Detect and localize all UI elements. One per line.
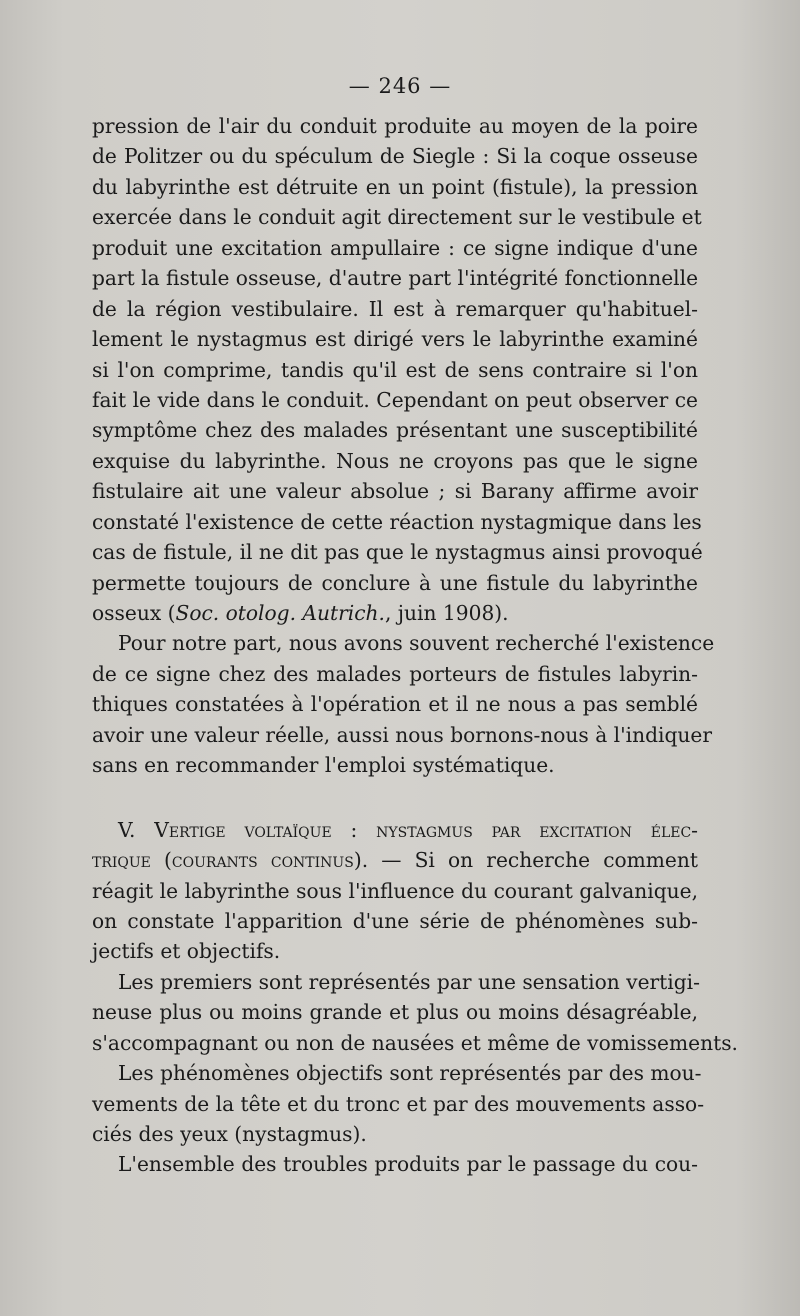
text-line: on constate l'apparition d'une série de phénomènes sub- (92, 908, 698, 933)
section-heading-rest: — Si on recherche comment (368, 848, 698, 873)
citation-prefix: osseux ( (92, 601, 176, 625)
text-line: de ce signe chez des malades porteurs de fistules labyrin- (92, 661, 698, 686)
text-line: lement le nystagmus est dirigé vers le labyrinthe examiné (92, 327, 698, 352)
text-line: du labyrinthe est détruite en un point (fistule), la pression (92, 174, 698, 199)
section-gap (92, 781, 698, 815)
text-line (92, 598, 698, 628)
citation-suffix: , juin 1908). (384, 601, 509, 625)
text-line: de Politzer ou du spéculum de Siegle : Si la coque osseuse (92, 144, 698, 169)
paragraph-1 (92, 111, 703, 628)
text-line: fait le vide dans le conduit. Cependant on peut observer ce (92, 387, 698, 412)
paragraph-5 (92, 1058, 705, 1149)
text-line: exercée dans le conduit agit directement sur le vestibule et (92, 205, 702, 230)
page-number: — 246 — (348, 74, 452, 98)
citation-journal: Soc. otolog. Autrich. (175, 601, 385, 625)
paragraph-4 (92, 967, 738, 1058)
text-line: L'ensemble des troubles produits par le passage du cou- (118, 1152, 698, 1177)
text-line: sans en recommander l'emploi systématique. (92, 753, 555, 778)
text-line: permette toujours de conclure à une fistule du labyrinthe (92, 570, 698, 595)
text-line: ciés des yeux (nystagmus). (92, 1122, 367, 1146)
section-v (92, 815, 698, 967)
text-line: symptôme chez des malades présentant une susceptibilité (92, 418, 698, 443)
paragraph-2 (92, 628, 715, 780)
text-line: neuse plus ou moins grande et plus ou moins désagréable, (92, 1000, 698, 1025)
paragraph-6 (92, 1149, 698, 1179)
section-heading: V. Vertige voltaïque : nystagmus par excitation élec- (118, 817, 698, 842)
section-heading-end: trique (courants continus). (92, 848, 369, 873)
text-line: Les premiers sont représentés par une sensation vertigi- (118, 969, 700, 994)
text-line: cas de fistule, il ne dit pas que le nystagmus ainsi provoqué (92, 540, 703, 565)
text-line: thiques constatées à l'opération et il ne nous a pas semblé (92, 692, 698, 717)
text-line: part la fistule osseuse, d'autre part l'intégrité fonctionnelle (92, 266, 699, 291)
text-line: réagit le labyrinthe sous l'influence du courant galvanique, (92, 878, 698, 903)
text-line: Les phénomènes objectifs sont représentés par des mou- (118, 1061, 702, 1086)
text-line: exquise du labyrinthe. Nous ne croyons pas que le signe (92, 448, 698, 473)
text-line: produit une excitation ampullaire : ce signe indique d'une (92, 235, 698, 260)
text-line: vements de la tête et du tronc et par des mouvements asso- (92, 1091, 705, 1116)
text-line (92, 845, 698, 875)
text-line: de la région vestibulaire. Il est à remarquer qu'habituel- (92, 296, 698, 321)
text-line: constaté l'existence de cette réaction nystagmique dans les (92, 509, 702, 534)
text-line: Pour notre part, nous avons souvent recherché l'existence (118, 631, 715, 656)
text-line: jectifs et objectifs. (92, 939, 281, 964)
text-line: s'accompagnant ou non de nausées et même de vomissements. (92, 1030, 738, 1055)
text-line: si l'on comprime, tandis qu'il est de sens contraire si l'on (92, 357, 698, 382)
page-text (92, 111, 738, 1180)
text-line: pression de l'air du conduit produite au moyen de la poire (92, 114, 698, 138)
text-line: fistulaire ait une valeur absolue ; si Barany affirme avoir (92, 479, 698, 504)
text-line: avoir une valeur réelle, aussi nous bornons-nous à l'indiquer (92, 722, 713, 747)
